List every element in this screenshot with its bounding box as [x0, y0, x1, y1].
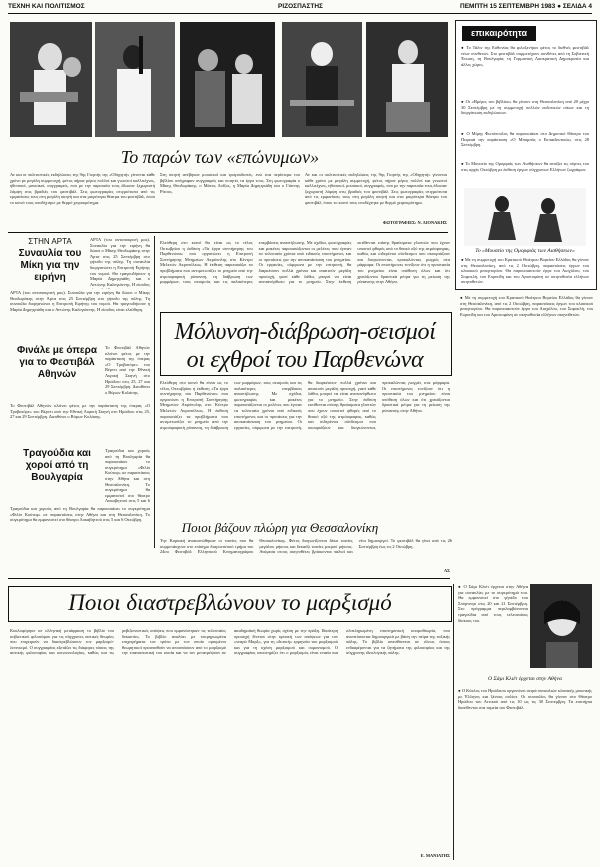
section-name: ΤΕΧΝΗ ΚΑΙ ΠΟΛΙΤΙΣΜΟΣ [8, 3, 85, 10]
headline-thessaloniki: Ποιοι βάζουν πλώρη για Θεσσαλονίκη [181, 520, 379, 535]
opera-body-side: Το Φεστιβάλ Αθηνών κλείνει φέτος με την παράσταση της όπερας «Ο Τροβατόρε» του Βέρντι από την Εθνική Λυρική Σκηνή στο Ηρώδειο στις 25, 27 και 29 Σεπτέμβρη. Διευθύνει ο Βύρων Κολάσης. [105, 345, 150, 395]
side-bottom-body-2: ● Ο Κύκλος του Ηρώδειου οργανώνει σειρά συναυλιών κλασικής μουσικής με Έλληνες και ξένους σολίστ. Οι συναυλίες θα γίνουν στο Θέατρο Ηρώδου του Αττικού από τις 10 ως τις 30 Σεπτέμβρη. Τα εισιτήρια διατίθενται στα ταμεία του Φεστιβάλ. [458, 688, 592, 710]
photo-portrait [530, 584, 592, 668]
bulgaria-body: Τραγούδια και χορούς από τη Βουλγαρία θα παρουσιάσει το συγκρότημα «Φιλίπ Κούτεφ» σε παραστάσεις στην Αθήνα και στη Θεσσαλονίκη. Το συγκρότημα θα εμφανιστεί στο θέατρο Λυκαβηττού στις 5 και 6 Οκτώβρη. [10, 506, 150, 523]
arta-headline: Συναυλία του Μίκη για την ειρήνη [18, 248, 82, 283]
thessaloniki-body: Την Κυριακή ανακοινώθηκαν οι ταινίες που θα συμμετάσχουν στο επίσημο διαγωνιστικό τμήμα του 24ου Φεστιβάλ Ελληνικού Κινηματογράφου Θεσσαλονίκης. Φέτος διαγωνίζονται δέκα ταινίες μεγάλου μήκους και δεκαέξι ταινίες μικρού μήκους. Ανάμεσα στους σκηνοθέτες βρίσκονται παλιοί και νέοι δημιουργοί. Το φεστιβάλ θα γίνει από τις 26 Σεπτέμβρη έως τις 2 Οκτώβρη. [160, 538, 452, 555]
parthenon-body: Ελεύθερη στο κοινό θα είναι ως το τέλος Οκτωβρίου η έκθεση «Τα έργα συντήρησης του Παρθενώνα» που οργανώνει η Επιτροπή Συντήρησης Μνημείων Ακρόπολης στο Κέντρο Μελετών Ακροπόλεως. Η έκθεση παρουσιάζει τα προβλήματα που αντιμετωπίζει το μνημείο από την ατμοσφαιρική ρύπανση, τη διάβρωση των μαρμάρων, τους σεισμούς και τις παλαιότερες επεμβάσεις αναστήλωσης. Με σχέδια, φωτογραφίες και μακέτες παρουσιάζονται οι μελέτες που έγιναν τα τελευταία χρόνια από ειδικούς επιστήμονες και οι προτάσεις για την αποκατάσταση του μνημείου. Οι εργασίες, σύμφωνα με την επιτροπή, θα διαρκέσουν πολλά χρόνια και απαιτούν μεγάλη προσοχή, γιατί κάθε λάθος μπορεί να είναι ανεπανόρθωτο για το μνημείο. Στην έκθεση εκτίθενται επίσης θραύσματα γλυπτών που έχουν υποστεί φθορές από το θειικό οξύ της ατμόσφαιρας, καθώς και σιδερένιοι σύνδεσμοι που σκουριάζουν και διογκώνονται, προκαλώντας ρωγμές στα μάρμαρα. Οι επιστήμονες τονίζουν ότι η προστασία του μνημείου είναι υπόθεση όλων και ότι χρειάζονται δραστικά μέτρα για τη μείωση της ρύπανσης στην Αθήνα. [160, 380, 450, 430]
masthead [8, 3, 592, 13]
bulgaria-body-side: Τραγούδια και χορούς από τη Βουλγαρία θα παρουσιάσει το συγκρότημα «Φιλίπ Κούτεφ» σε παραστάσεις στην Αθήνα και στη Θεσσαλονίκη. Το συγκρότημα θα εμφανιστεί στο θέατρο Λυκαβηττού στις 5 και 6 [105, 448, 150, 503]
sidebar-epikairotita [455, 20, 597, 290]
sidebar-continued: ● Με τη συμμετοχή του Κρατικού Θεάτρου Βορείου Ελλάδος θα γίνουν στη Θεσσαλονίκη, από τις 2 Οκτώβρη, παραστάσεις έργων του κλασικού ρεπερτορίου. Θα παρουσιαστούν έργα του Αισχύλου, του Σοφοκλή, του Ευριπίδη και του Αριστοφάνη σε σκηνοθεσία ελλήνων σκηνοθετών. [460, 295, 593, 317]
photo-crowd-stage [180, 22, 275, 137]
headline-parthenon: Μόλυνση-διάβρωση-σεισμοί οι εχθροί του Παρθενώνα [174, 319, 436, 373]
arta-body-side: ΑΡΤΑ (του ανταποκριτή μας). Συναυλία για την ειρήνη θα δώσει ο Μίκης Θεοδωράκης στην Άρτα στις 25 Σεπτέμβρη στο γήπεδο της πόλης. Τη συναυλία διοργανώνει η Επιτροπή Ειρήνης του νομού. Θα τραγουδήσουν η Μαρία Δημητριάδη και ο Αντώνης Καλογιάννης. Η είσοδος [90, 237, 150, 287]
sidebar-item-4: ● Το Μουσείο της Ομορφιάς των Αισθήσεων θα ανοίξει τις πόρτες του στις αρχές Οκτώβρη με έκθεση έργων σύγχρονων Ελλήνων ζωγράφων. [461, 161, 589, 172]
dateline: ΠΕΜΠΤΗ 15 ΣΕΠΤΕΜΒΡΗ 1983 ● ΣΕΛΙΔΑ 4 [460, 3, 592, 10]
portrait-caption: Ο Σάμι Κλιέτ έρχεται στην Αθήνα [488, 676, 562, 682]
sidebar-item-3: ● Ο Μίμης Φωτόπουλος θα παρουσιάσει στο Δημοτικό Θέατρο του Πειραιά την παράσταση «Ο Μπαμπάς ο Εκπαιδευτικός» στις 28 Σεπτέμβρη. [461, 131, 589, 148]
eponymoi-body-col3: Αν και οι πολιτιστικές εκδηλώσεις της 9ης Γιορτής της «Οδηγητή» γίνονται κάθε χρόνο με μεγάλη συμμετοχή, φέτος πήραν μέρος πολλοί και γνωστοί καλλιτέχνες, ηθοποιοί, μουσικοί, συγγραφείς, που με την παρουσία τους έδωσαν ξεχωριστή λάμψη στις βραδιές του φεστιβάλ. Στις φωτογραφίες στιγμιότυπα από τις εμφανίσεις τους στη μεγάλη σκηνή και στα μικρότερα θέατρα του φεστιβάλ, όπου το κοινό τους υποδέχτηκε με θερμό χειροκρότημα. [305, 172, 447, 205]
opera-headline: Φινάλε με όπερα για το Φεστιβάλ Αθηνών [17, 345, 97, 380]
sidebar-item-2: ● Οι «Ημέρες του βιβλίου» θα γίνουν στη Θεσσαλονίκη από 20 μέχρι 30 Σεπτέμβρη με τη συμμετοχή πολλών εκδοτικών οίκων και τη διοργάνωση εκδηλώσεων. [461, 99, 589, 116]
sidebar-title: επικαιρότητα [462, 26, 536, 41]
headline-marxism: Ποιοι διαστρεβλώνουν το μαρξισμό [68, 590, 392, 615]
section-rule [8, 232, 448, 233]
bulgaria-headline: Τραγούδια και χοροί από τη Βουλγαρία [23, 448, 91, 483]
eponymoi-body-col2: Στη σκηνή ανέβηκαν μουσικοί και τραγουδιστές, ενώ στα περίπτερα του βιβλίου υπέγραφαν συγγραφείς και ποιητές τα έργα τους. Στη φωτογραφία ο Μίκης Θεοδωράκης, ο Μάνος Λοΐζος, η Μαρία Δημητριάδη και ο Γιάννης Ρίτσος. [160, 172, 300, 194]
photo-guitarists [10, 22, 92, 137]
side-bottom-body: ● Ο Σάμι Κλιέτ έρχεται στην Αθήνα για συναυλίες με το συγκρότημά του. Θα εμφανιστεί στο γήπεδο του Σπόρτινγκ στις 20 και 21 Σεπτέμβρη. Στο πρόγραμμα περιλαμβάνονται τραγούδια από τους τελευταίους δίσκους του. [458, 584, 528, 623]
sidebar-photo-caption: Το «Μουσείο της Ομορφιάς των Αισθήσεων» [475, 248, 575, 254]
marxism-byline: Ε. ΜΑΝΙΑΤΗΣ [420, 853, 450, 858]
right-column-divider [453, 584, 454, 860]
opera-body: Το Φεστιβάλ Αθηνών κλείνει φέτος με την παράσταση της όπερας «Ο Τροβατόρε» του Βέρντι από την Εθνική Λυρική Σκηνή στο Ηρώδειο στις 25, 27 και 29 Σεπτέμβρη. Διευθύνει ο Βύρων Κολάσης. [10, 403, 150, 420]
thessaloniki-initials: ΑΣ [443, 568, 450, 573]
headline-eponymoi: Το παρών των «επώνυμων» [120, 147, 320, 167]
photo-singer [95, 22, 175, 137]
photo-museum-figures [464, 188, 586, 246]
parthenon-body-top: Ελεύθερη στο κοινό θα είναι ως το τέλος Οκτωβρίου η έκθεση «Τα έργα συντήρησης του Παρθενώνα» που οργανώνει η Επιτροπή Συντήρησης Μνημείων Ακρόπολης στο Κέντρο Μελετών Ακροπόλεως. Η έκθεση παρουσιάζει τα προβλήματα που αντιμετωπίζει το μνημείο από την ατμοσφαιρική ρύπανση, τη διάβρωση των μαρμάρων, τους σεισμούς και τις παλαιότερες επεμβάσεις αναστήλωσης. Με σχέδια, φωτογραφίες και μακέτες παρουσιάζονται οι μελέτες που έγιναν τα τελευταία χρόνια από ειδικούς επιστήμονες και οι προτάσεις για την αποκατάσταση του μνημείου. Οι εργασίες, σύμφωνα με την επιτροπή, θα διαρκέσουν πολλά χρόνια και απαιτούν μεγάλη προσοχή, γιατί κάθε λάθος μπορεί να είναι ανεπανόρθωτο για το μνημείο. Στην έκθεση εκτίθενται επίσης θραύσματα γλυπτών που έχουν υποστεί φθορές από το θειικό οξύ της ατμόσφαιρας, καθώς και σιδερένιοι σύνδεσμοι που σκουριάζουν και διογκώνονται, προκαλώντας ρωγμές στα μάρμαρα. Οι επιστήμονες τονίζουν ότι η προστασία του μνημείου είναι υπόθεση όλων και ότι χρειάζονται δραστικά μέτρα για τη μείωση της ρύπανσης στην Αθήνα. [160, 240, 450, 285]
marxism-rule [8, 578, 450, 579]
eponymoi-body-col1: Αν και οι πολιτιστικές εκδηλώσεις της 9ης Γιορτής της «Οδηγητή» γίνονται κάθε χρόνο με μεγάλη συμμετοχή, φέτος πήραν μέρος πολλοί και γνωστοί καλλιτέχνες, ηθοποιοί, μουσικοί, συγγραφείς, που με την παρουσία τους έδωσαν ξεχωριστή λάμψη στις βραδιές του φεστιβάλ. Στις φωτογραφίες στιγμιότυπα από τις εμφανίσεις τους στη μεγάλη σκηνή και στα μικρότερα θέατρα του φεστιβάλ, όπου το κοινό τους υποδέχτηκε με θερμό χειροκρότημα. [10, 172, 155, 205]
column-divider [154, 236, 155, 548]
photo-speaker-podium [366, 22, 448, 137]
photo-musicians [282, 22, 362, 137]
marxism-body: Κυκλοφόρησε σε ελληνική μετάφραση το βιβλίο του σοβιετικού φιλοσόφου για τις σύγχρονες αστικές θεωρίες που επιχειρούν να διαστρεβλώσουν τον μαρξισμό-λενινισμό. Ο συγγραφέας εξετάζει τις διάφορες τάσεις της αστικής φιλοσοφίας και κοινωνιολογίας, καθώς και τις ρεβιζιονιστικές απόψεις που εμφανίστηκαν τις τελευταίες δεκαετίες. Το βιβλίο αναλύει με τεκμηριωμένα επιχειρήματα τον τρόπο με τον οποίο ορισμένοι θεωρητικοί προσπαθούν να αποσπάσουν από το μαρξισμό την επαναστατική του ουσία και να τον μετατρέψουν σε ακαδημαϊκή θεωρία χωρίς σχέση με την πράξη. Ιδιαίτερη προσοχή δίνεται στην κριτική των απόψεων για τον «νεαρό Μαρξ», για τη «δυτική» ερμηνεία του μαρξισμού και για τη σχέση μαρξισμού και ουμανισμού. Ο συγγραφέας υποστηρίζει ότι ο μαρξισμός είναι ενιαία και ολοκληρωμένη επιστημονική κοσμοθεωρία, που αναπτύσσεται δημιουργικά με βάση την πείρα της ταξικής πάλης. Το βιβλίο απευθύνεται σε όλους όσους ενδιαφέρονται για τα ζητήματα της φιλοσοφίας και της σύγχρονης ιδεολογικής πάλης. [10, 628, 450, 656]
arta-body: ΑΡΤΑ (του ανταποκριτή μας). Συναυλία για την ειρήνη θα δώσει ο Μίκης Θεοδωράκης στην Άρτα στις 25 Σεπτέμβρη στο γήπεδο της πόλης. Τη συναυλία διοργανώνει η Επιτροπή Ειρήνης του νομού. Θα τραγουδήσουν η Μαρία Δημητριάδη και ο Αντώνης Καλογιάννης. Η είσοδος είναι ελεύθερη. [10, 290, 150, 312]
eponymoi-credit: ΦΩΤΟΓΡΑΦΙΕΣ: Ν. ΛΙΟΝΑΚΗΣ [382, 220, 447, 225]
newspaper-name: ΡΙΖΟΣΠΑΣΤΗΣ [278, 3, 323, 10]
arta-kicker: ΣΤΗΝ ΑΡΤΑ [28, 237, 72, 246]
sidebar-item-5: ● Με τη συμμετοχή του Κρατικού Θεάτρου Βορείου Ελλάδος θα γίνουν στη Θεσσαλονίκη, από τις 2 Οκτώβρη, παραστάσεις έργων του κλασικού ρεπερτορίου. Θα παρουσιαστούν έργα του Αισχύλου, του Σοφοκλή, του Ευριπίδη και του Αριστοφάνη σε σκηνοθεσία ελλήνων σκηνοθετών. [461, 257, 589, 285]
sidebar-item-1: ● Το Τάλιν της Εσθονίας θα φιλοξενήσει φέτος το διεθνές φεστιβάλ νέων συνθετών. Στο φεστιβάλ συμμετέχουν συνθέτες από τη Σοβιετική Ένωση, τη Βουλγαρία, τη Γερμανική Λαοκρατική Δημοκρατία και άλλες χώρες. [461, 45, 589, 67]
masthead-rule [8, 13, 592, 14]
